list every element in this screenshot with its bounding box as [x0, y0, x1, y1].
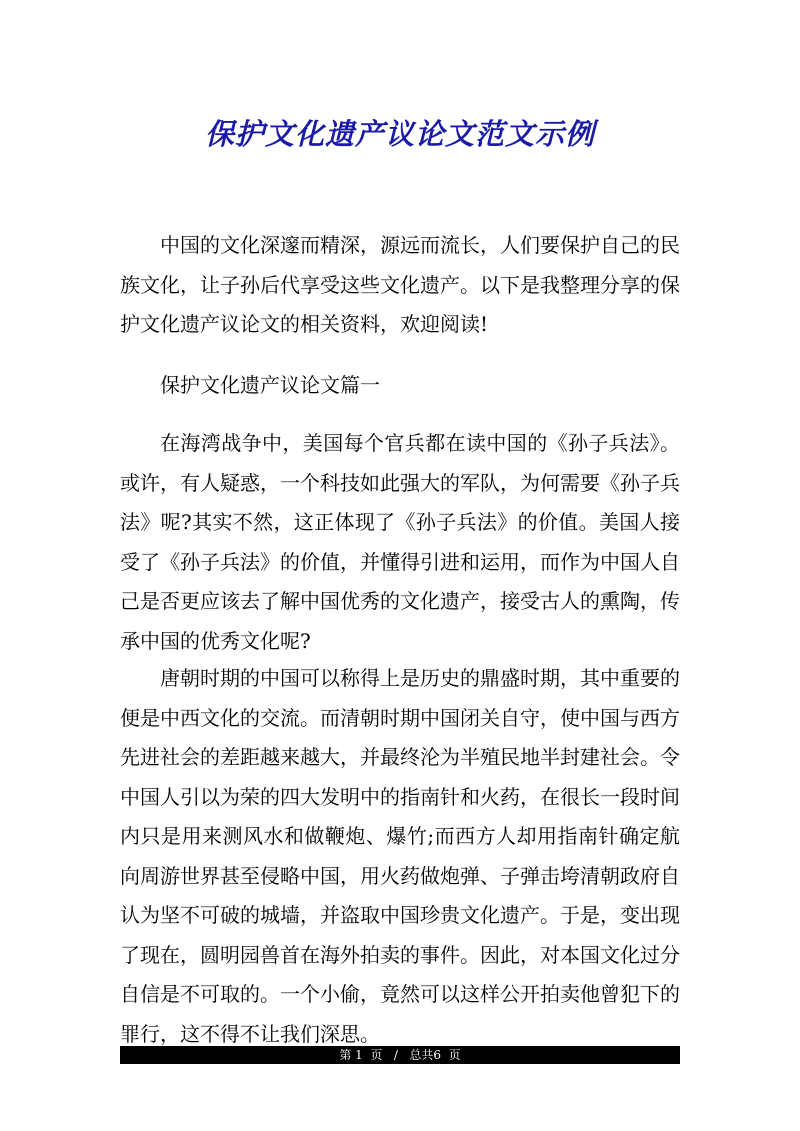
page-footer-bar: [120, 1046, 680, 1064]
page-number-label: 第 1 页 / 总共6 页: [339, 1048, 461, 1062]
section-heading: 保护文化遗产议论文篇一: [160, 373, 380, 397]
document-title: 保护文化遗产议论文范文示例: [204, 117, 595, 151]
body-paragraph-tang-qing: 唐朝时期的中国可以称得上是历史的鼎盛时期，其中重要的便是中西文化的交流。而清朝时期中国闭关自守，使中国与西方先进社会的差距越来越大，并最终沦为半殖民地半封建社会。令中国人引以为荣的四大发明中的指南针和火药，在很长一段时间内只是用来测风水和做鞭炮、爆竹;而西方人却用指南针确定航向周游世界甚至侵略中国，用火药做炮弹、子弹击垮清朝政府自认为坚不可破的城墙，并盗取中国珍贵文化遗产。于是，变出现了现在，圆明园兽首在海外拍卖的事件。因此，对本国文化过分自信是不可取的。一个小偷，竟然可以这样公开拍卖他曾犯下的罪行，这不得不让我们深思。: [120, 666, 680, 1046]
intro-paragraph: 中国的文化深邃而精深，源远而流长，人们要保护自己的民族文化，让子孙后代享受这些文化遗产。以下是我整理分享的保护文化遗产议论文的相关资料，欢迎阅读!: [120, 233, 680, 336]
body-paragraph-gulf-war: 在海湾战争中，美国每个官兵都在读中国的《孙子兵法》。或许，有人疑惑，一个科技如此强大的军队，为何需要《孙子兵法》呢?其实不然，这正体现了《孙子兵法》的价值。美国人接受了《孙子兵法》的价值，并懂得引进和运用，而作为中国人自己是否更应该去了解中国优秀的文化遗产，接受古人的熏陶，传承中国的优秀文化呢?: [120, 431, 680, 653]
